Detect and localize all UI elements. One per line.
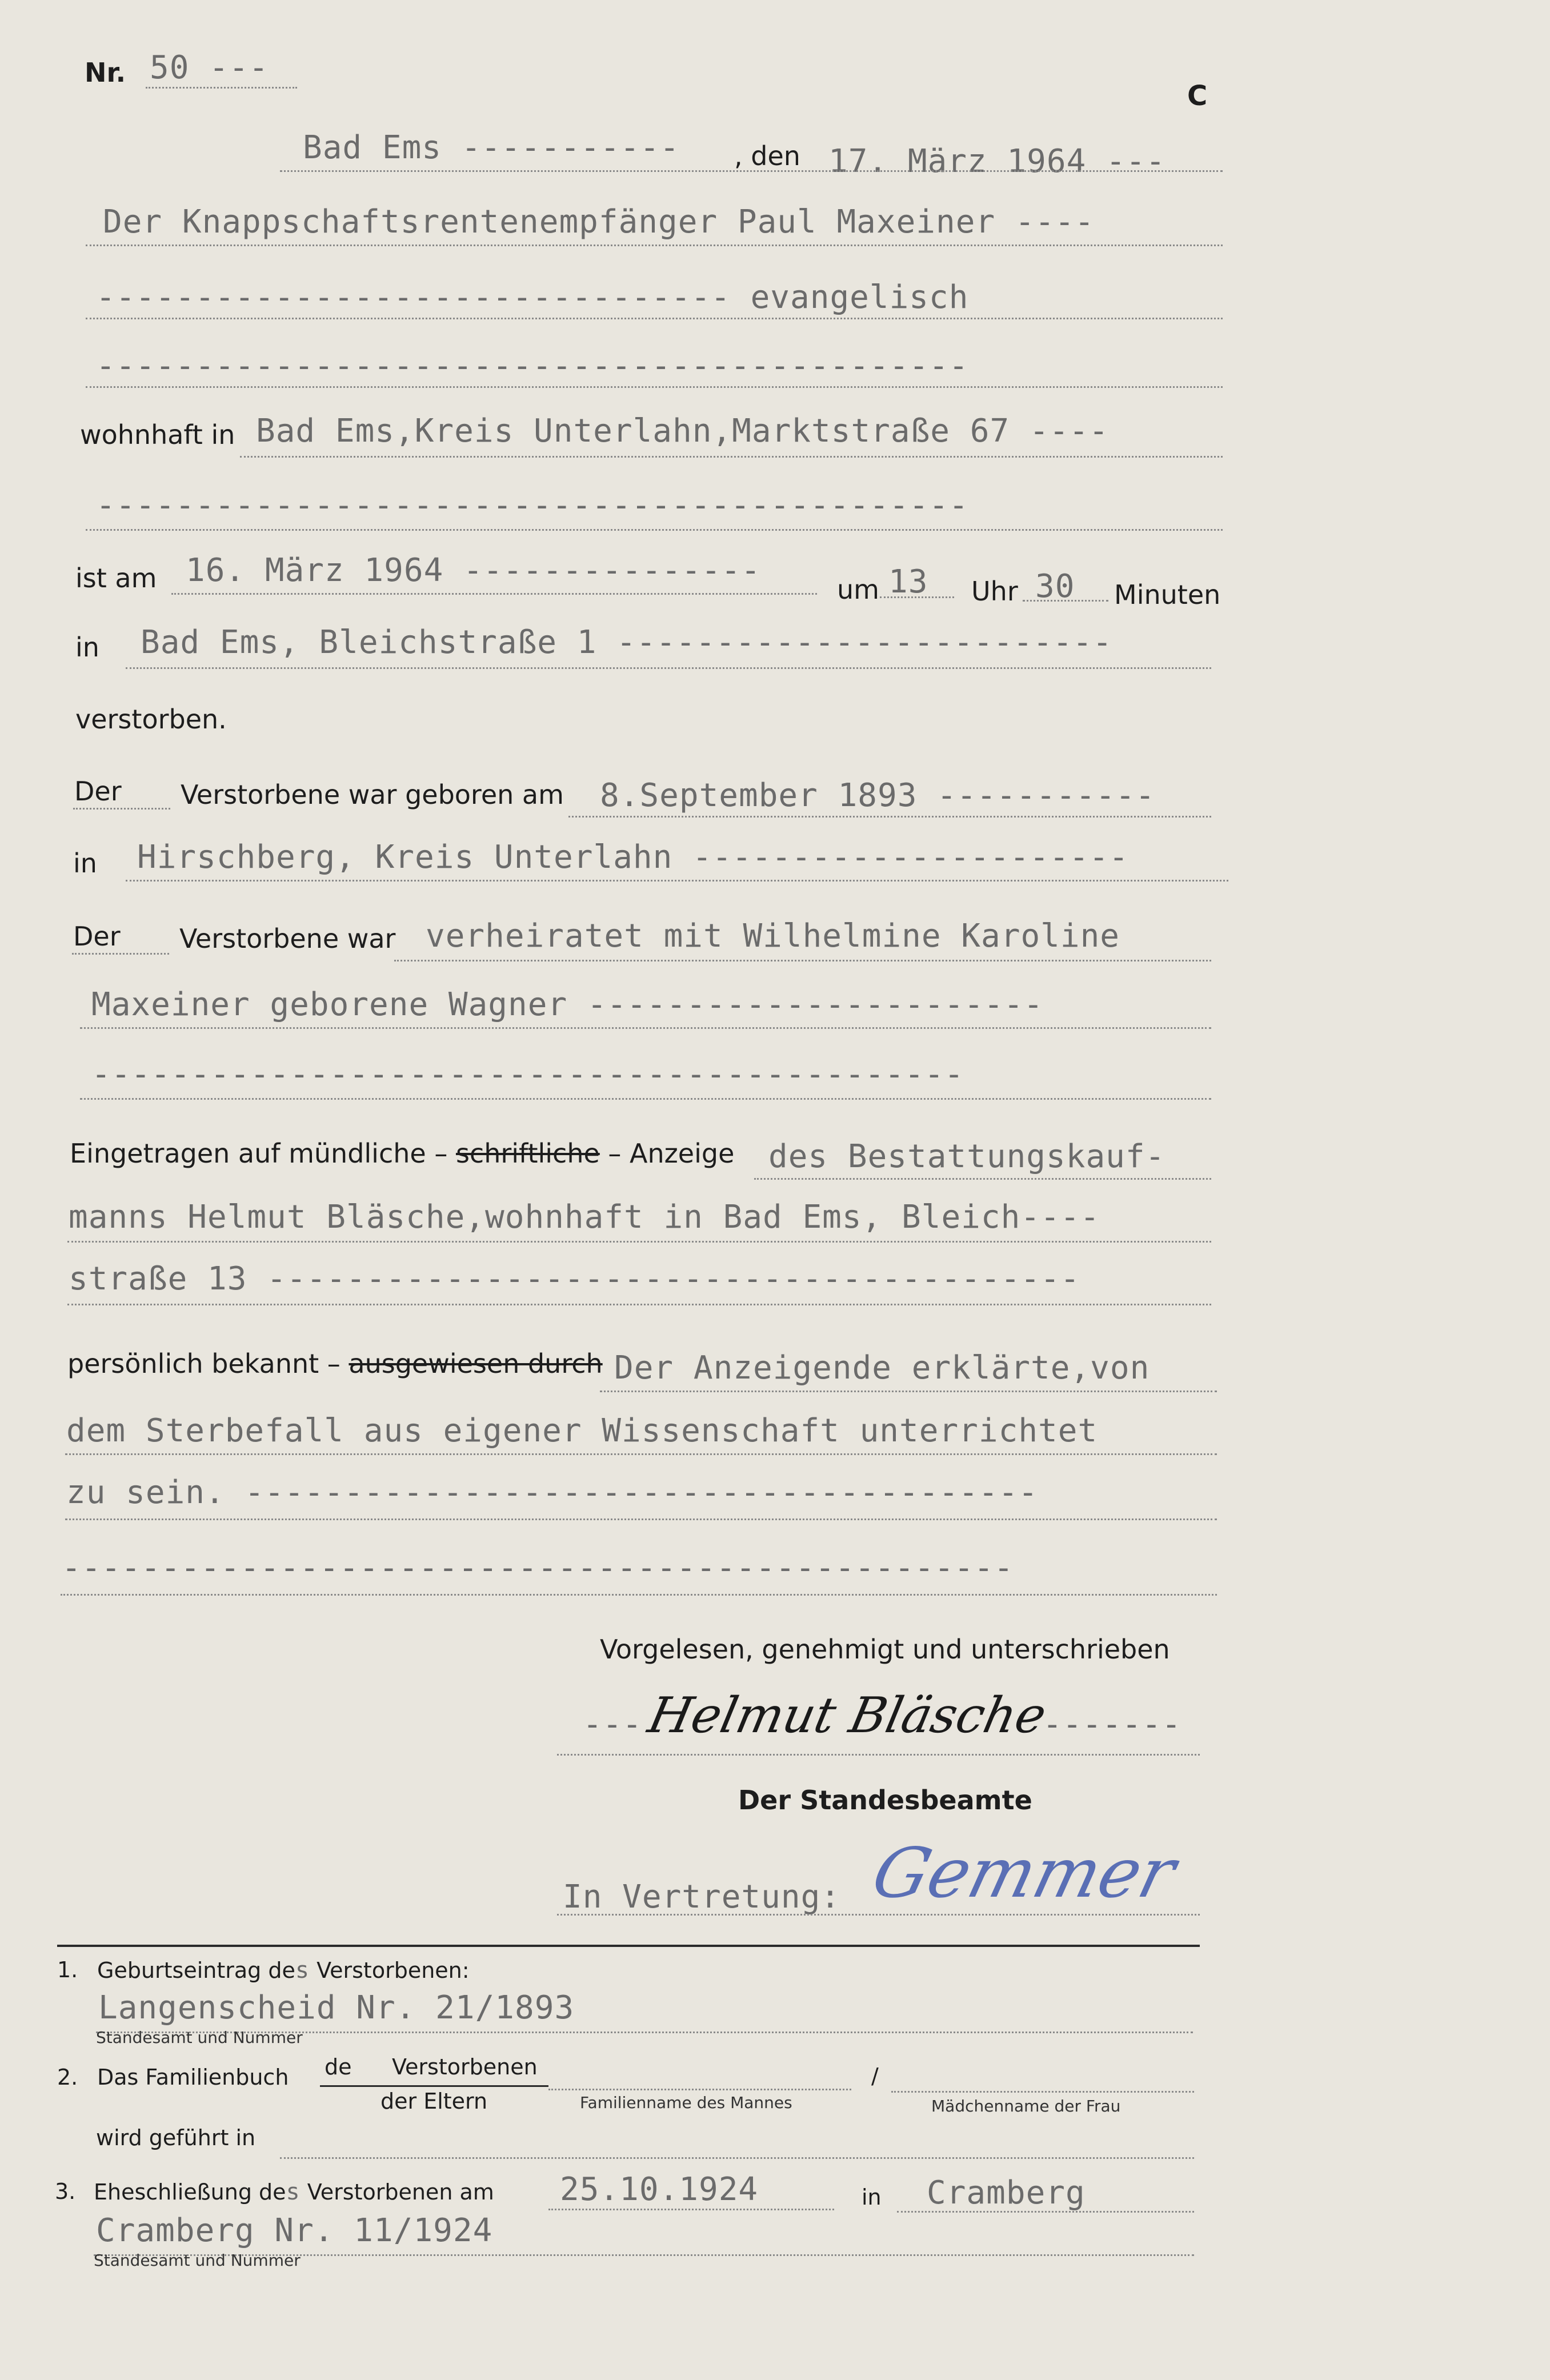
registration-label-b: – Anzeige	[608, 1138, 735, 1169]
marital-line-2: Maxeiner geborene Wagner -----------------------	[91, 986, 1044, 1023]
birth-in-label: in	[73, 848, 97, 879]
identity-label	[67, 1348, 603, 1379]
signature-dots	[557, 1754, 1200, 1756]
registrar-signature-text: Helmut Bläsche	[643, 1686, 1052, 1744]
birth-place: Hirschberg, Kreis Unterlahn ----------------------	[137, 839, 1129, 876]
identity-label-a: persönlich bekannt –	[67, 1348, 341, 1379]
official-label: Der Standesbeamte	[738, 1785, 1032, 1816]
note-2-wird-dots	[280, 2157, 1194, 2159]
place-date-line	[280, 170, 1223, 172]
birth-date: 8.September 1893 -----------	[600, 777, 1156, 814]
registration-label-a: Eingetragen auf mündliche –	[70, 1138, 448, 1169]
registrar-signature	[643, 1680, 1052, 1754]
marital-line-3-dots	[80, 1098, 1211, 1100]
residence-line-1-dots	[240, 456, 1223, 458]
identity-label-struck: ausgewiesen durch	[349, 1348, 603, 1379]
death-date-dots	[171, 593, 817, 595]
notes-divider	[57, 1945, 1200, 1947]
registration-line-2-dots	[67, 1241, 1211, 1243]
note-3-label-a: Eheschließung de	[94, 2179, 286, 2205]
registration-place: Bad Ems -----------	[303, 129, 680, 166]
marital-der-prefix: Der	[73, 921, 121, 952]
death-place: Bad Ems, Bleichstraße 1 -------------------------	[141, 624, 1113, 661]
death-hour-dots	[880, 596, 954, 598]
note-3-date-dots	[548, 2209, 834, 2210]
note-2-maedchenname: Mädchenname der Frau	[931, 2097, 1121, 2115]
marital-der-dots	[72, 953, 169, 955]
residence-line-1: Bad Ems,Kreis Unterlahn,Marktstraße 67 ----	[256, 412, 1109, 450]
wohnhaft-label: wohnhaft in	[80, 419, 235, 450]
residence-line-2: --------------------------------------------	[96, 487, 969, 524]
registration-label	[70, 1138, 734, 1169]
note-2-wird-label: wird geführt in	[96, 2125, 256, 2150]
note-2-eltern: der Eltern	[381, 2089, 488, 2114]
read-approved-label: Vorgelesen, genehmigt und unterschrieben	[600, 1634, 1170, 1665]
marital-line-1-dots	[394, 960, 1211, 961]
note-3-suffix: s	[286, 2179, 301, 2205]
note-2-husband-dots	[548, 2089, 851, 2090]
registration-line-3-dots	[67, 1304, 1211, 1305]
registration-line-3: straße 13 -----------------------------------------	[69, 1260, 1080, 1297]
marital-line-1: verheiratet mit Wilhelmine Karoline	[426, 917, 1120, 955]
note-1-suffix: s	[295, 1957, 310, 1984]
deputy-signature-text: Gemmer	[864, 1833, 1184, 1913]
death-place-dots	[126, 667, 1211, 669]
note-1-label-a: Geburtseintrag de	[97, 1958, 295, 1983]
note-3-date: 25.10.1924	[560, 2171, 759, 2208]
identity-line-3: zu sein. ----------------------------------------	[66, 1474, 1039, 1511]
registration-line-2: manns Helmut Bläsche,wohnhaft in Bad Ems, Bleich----	[69, 1199, 1100, 1236]
note-1-label-b: Verstorbenen:	[317, 1958, 470, 1983]
note-1-label	[97, 1957, 470, 1984]
note-3-in-label: in	[862, 2185, 882, 2210]
ist-am-label: ist am	[75, 563, 157, 594]
note-2-de: de	[325, 2054, 352, 2080]
identity-line-1-dots	[600, 1391, 1217, 1392]
identity-line-1: Der Anzeigende erklärte,von	[614, 1349, 1150, 1387]
deputy-signature	[864, 1811, 1223, 1925]
note-1-value: Langenscheid Nr. 21/1893	[98, 1989, 575, 2026]
note-2-label: Das Familienbuch	[97, 2065, 289, 2090]
marital-label: Verstorbene war	[179, 923, 396, 954]
minuten-label: Minuten	[1114, 579, 1221, 610]
verstorben-label: verstorben.	[75, 704, 227, 735]
registration-line-1-dots	[754, 1178, 1211, 1180]
um-label: um	[837, 574, 879, 605]
death-date: 16. März 1964 ---------------	[186, 552, 761, 589]
marital-line-2-dots	[80, 1027, 1211, 1029]
note-2-number: 2.	[57, 2065, 78, 2090]
identity-line-2: dem Sterbefall aus eigener Wissenschaft unterrichtet	[66, 1412, 1098, 1449]
registration-date: 17. März 1964 ---	[828, 143, 1166, 180]
registration-label-struck: schriftliche	[455, 1138, 600, 1169]
note-3-place: Cramberg	[927, 2174, 1086, 2211]
note-3-caption: Standesamt und Nummer	[94, 2251, 301, 2270]
death-hour: 13	[888, 563, 928, 600]
residence-line-2-dots	[86, 529, 1223, 531]
uhr-label: Uhr	[971, 576, 1018, 607]
representation-dots	[557, 1914, 1200, 1916]
note-3-label-b: Verstorbenen am	[307, 2179, 494, 2205]
identity-line-3-dots	[65, 1518, 1217, 1520]
nr-label: Nr.	[85, 57, 126, 88]
person-line-3: --------------------------------------------	[96, 347, 969, 384]
note-2-familienname: Familienname des Mannes	[580, 2093, 792, 2112]
nr-dotted-line	[146, 87, 297, 89]
person-line-1-dots	[86, 245, 1223, 246]
identity-line-4-dots	[61, 1594, 1217, 1596]
person-line-2: -------------------------------- evangelisch	[96, 279, 969, 316]
signature-dash-right: -------	[1043, 1706, 1182, 1743]
note-3-number: 3.	[55, 2179, 76, 2204]
person-line-3-dots	[86, 386, 1223, 388]
nr-value: 50 ---	[150, 49, 269, 86]
note-2-verstorbenen: Verstorbenen	[392, 2054, 538, 2080]
note-2-wife-dots	[891, 2091, 1194, 2093]
note-3-place-dots	[897, 2211, 1194, 2213]
death-in-label: in	[75, 632, 99, 663]
person-line-1: Der Knappschaftsrentenempfänger Paul Maxeiner ----	[103, 203, 1095, 241]
birth-place-dots	[126, 880, 1228, 882]
identity-line-4: ------------------------------------------------	[62, 1549, 1014, 1586]
marital-line-3: --------------------------------------------	[91, 1056, 964, 1093]
birth-der-dots	[73, 808, 170, 810]
death-minutes: 30	[1035, 568, 1075, 605]
person-line-2-dots	[86, 318, 1223, 319]
note-2-slash: /	[871, 2064, 879, 2089]
note-3-value: Cramberg Nr. 11/1924	[96, 2212, 493, 2249]
birth-date-dots	[568, 816, 1211, 818]
note-1-caption: Standesamt und Nummer	[96, 2028, 303, 2047]
identity-line-2-dots	[65, 1453, 1217, 1455]
representation-label: In Vertretung:	[563, 1878, 841, 1916]
birth-label: Verstorbene war geboren am	[181, 779, 564, 810]
form-letter: C	[1187, 80, 1208, 112]
note-1-number: 1.	[57, 1957, 78, 1982]
note-2-fraction-line	[320, 2085, 548, 2087]
birth-der-prefix: Der	[74, 776, 122, 807]
note-3-label	[94, 2179, 494, 2205]
registration-line-1: des Bestattungskauf-	[768, 1138, 1165, 1175]
signature-dash-left: ---	[583, 1706, 643, 1743]
death-minutes-dots	[1023, 600, 1108, 602]
den-label: , den	[734, 141, 800, 171]
